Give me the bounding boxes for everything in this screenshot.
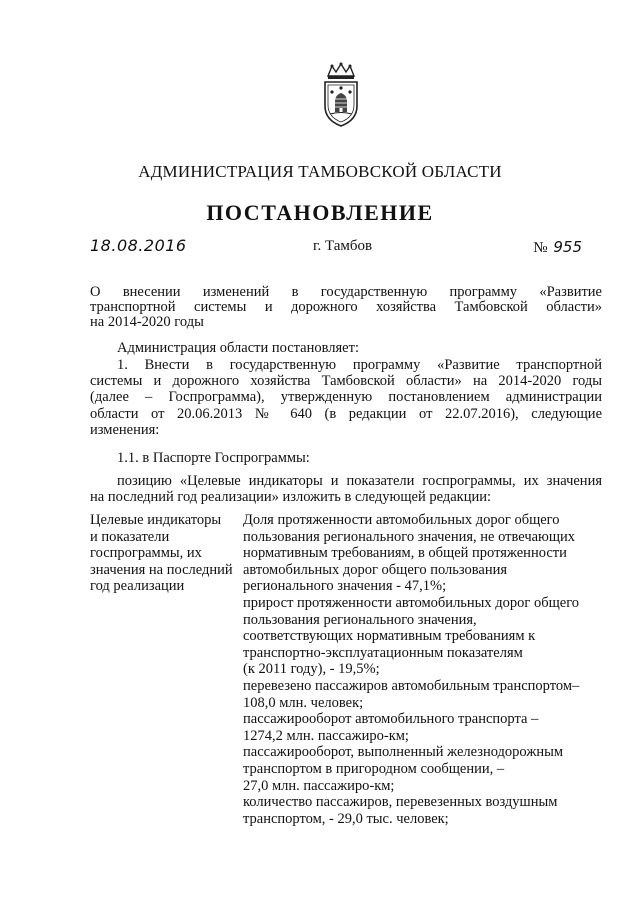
position-line: позицию «Целевые индикаторы и показатели госпрограммы, их значения xyxy=(117,473,602,489)
right-cell-line: транспортно-эксплуатационным показателям xyxy=(243,644,523,661)
right-cell-line: пассажирооборот автомобильного транспорта – xyxy=(243,711,539,728)
subject-line: на 2014-2020 годы xyxy=(90,314,204,330)
document-meta-row xyxy=(90,238,600,264)
coat-of-arms-emblem xyxy=(318,62,364,128)
right-cell-line: пассажирооборот, выполненный железнодорожным xyxy=(243,744,564,761)
right-cell-line: 27,0 млн. пассажиро-км; xyxy=(243,777,395,794)
body-intro: Администрация области постановляет: xyxy=(117,340,359,356)
left-cell-line: госпрограммы, их xyxy=(90,545,202,562)
organization-title: АДМИНИСТРАЦИЯ ТАМБОВСКОЙ ОБЛАСТИ xyxy=(138,162,502,181)
subject-line: транспортной системы и дорожного хозяйства Тамбовской области» xyxy=(90,299,602,315)
right-cell-line: (к 2011 году), - 19,5%; xyxy=(243,661,380,678)
item-1-line: (далее – Госпрограмма), утвержденную постановлением администрации xyxy=(90,389,602,406)
item-1-line: системы и дорожного хозяйства Тамбовской области» на 2014-2020 годы xyxy=(90,373,602,390)
item-1-1: 1.1. в Паспорте Госпрограммы: xyxy=(117,450,310,466)
position-block xyxy=(90,473,602,506)
right-cell-line: регионального значения - 47,1%; xyxy=(243,578,447,595)
document-subject xyxy=(90,285,602,330)
document-type-title: ПОСТАНОВЛЕНИЕ xyxy=(206,200,434,225)
position-line: на последний год реализации» изложить в следующей редакции: xyxy=(90,489,492,506)
right-cell-line: пользования регионального значения, xyxy=(243,611,477,628)
document-city: г. Тамбов xyxy=(313,238,373,254)
number-label: № xyxy=(533,240,548,256)
document-number xyxy=(533,238,582,257)
item-1-line: изменения: xyxy=(90,421,160,438)
left-cell-line: значения на последний xyxy=(90,561,233,578)
right-cell-line: соответствующих нормативным требованиям к xyxy=(243,628,536,645)
right-cell-line: пользования регионального значения, не отвечающих xyxy=(243,528,576,545)
left-cell-line: Целевые индикаторы xyxy=(90,512,222,528)
right-cell-line: 1274,2 млн. пассажиро-км; xyxy=(243,727,409,744)
left-cell-line: и показатели xyxy=(90,528,170,545)
right-cell-line: 108,0 млн. человек; xyxy=(243,694,364,711)
item-1-block xyxy=(90,357,602,438)
table-left-cell xyxy=(90,512,240,595)
right-cell-line: транспортом в пригородном сообщении, – xyxy=(243,760,505,777)
right-cell-line: автомобильных дорог общего пользования xyxy=(243,561,508,578)
right-cell-line: нормативным требованиям, в общей протяженности xyxy=(243,545,567,562)
right-cell-line: перевезено пассажиров автомобильным транспортом– xyxy=(243,677,580,694)
right-cell-line: количество пассажиров, перевезенных воздушным xyxy=(243,794,558,811)
right-cell-line: Доля протяженности автомобильных дорог общего xyxy=(243,512,560,528)
right-cell-line: транспортом, - 29,0 тыс. человек; xyxy=(243,810,449,827)
item-1-1-block xyxy=(90,450,602,466)
document-date: 18.08.2016 xyxy=(90,236,187,255)
subject-line: О внесении изменений в государственную программу «Развитие xyxy=(90,284,602,300)
number-value: 955 xyxy=(553,238,582,256)
item-1-line: 1. Внести в государственную программу «Развитие транспортной xyxy=(117,357,602,373)
right-cell-line: прирост протяженности автомобильных дорог общего xyxy=(243,594,580,611)
body-intro-block xyxy=(90,340,602,356)
left-cell-line: год реализации xyxy=(90,578,185,595)
table-right-cell xyxy=(243,512,601,827)
item-1-line: области от 20.06.2013 № 640 (в редакции от 22.07.2016), следующие xyxy=(90,405,602,422)
